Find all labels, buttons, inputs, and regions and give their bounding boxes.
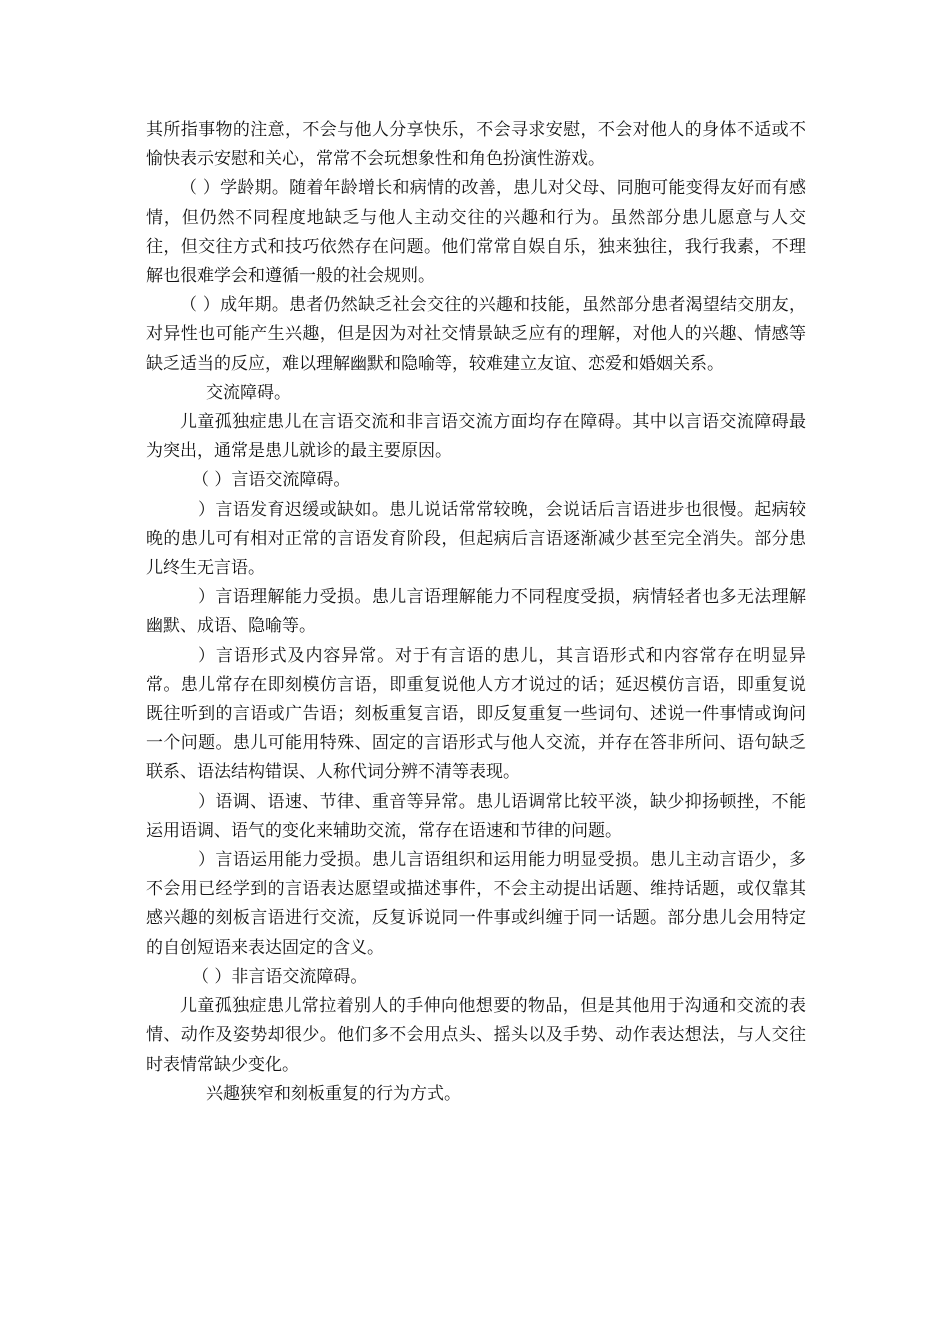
paragraph-form-content: ）言语形式及内容异常。对于有言语的患儿，其言语形式和内容常存在明显异常。患儿常存在即刻模仿言语，即重复说他人方才说过的话；延迟模仿言语，即重复说既往听到的言语或广告语；刻板重复言语，即反复重复一些词句、述说一件事情或询问一个问题。患儿可能用特殊、固定的言语形式与他人交流，并存在答非所问、语句缺乏联系、语法结构错误、人称代词分辨不清等表现。 (146, 645, 806, 783)
heading-restricted-interests: 兴趣狭窄和刻板重复的行为方式。 (206, 1083, 461, 1104)
document-body (146, 116, 806, 1109)
paragraph-nonverbal: 儿童孤独症患儿常拉着别人的手伸向他想要的物品，但是其他用于沟通和交流的表情、动作及姿势却很少。他们多不会用点头、摇头以及手势、动作表达想法，与人交往时表情常缺少变化。 (146, 996, 806, 1075)
paragraph-language-delay: ）言语发育迟缓或缺如。患儿说话常常较晚，会说话后言语进步也很慢。起病较晚的患儿可有相对正常的言语发育阶段，但起病后言语逐渐减少甚至完全消失。部分患儿终生无言语。 (146, 499, 806, 579)
heading-communication-disorder: 交流障碍。 (206, 382, 291, 403)
paragraph-intonation: ）语调、语速、节律、重音等异常。患儿语调常比较平淡，缺少抑扬顿挫，不能运用语调、语气的变化来辅助交流，常存在语速和节律的问题。 (146, 791, 806, 841)
paragraph-language-use: ）言语运用能力受损。患儿言语组织和运用能力明显受损。患儿主动言语少，多不会用已经学到的言语表达愿望或描述事件，不会主动提出话题、维持话题，或仅靠其感兴趣的刻板言语进行交流，反复诉说同一件事或纠缠于同一话题。部分患儿会用特定的自创短语来表达固定的含义。 (146, 850, 806, 958)
paragraph-school-age: （ ）学龄期。随着年龄增长和病情的改善，患儿对父母、同胞可能变得友好而有感情，但仍然不同程度地缺乏与他人主动交往的兴趣和行为。虽然部分患儿愿意与人交往，但交往方式和技巧依然存在问题。他们常常自娱自乐，独来独往，我行我素，不理解也很难学会和遵循一般的社会规则。 (146, 178, 806, 287)
paragraph-comprehension: ）言语理解能力受损。患儿言语理解能力不同程度受损，病情轻者也多无法理解幽默、成语、隐喻等。 (146, 587, 806, 637)
heading-nonverbal-communication: （ ）非言语交流障碍。 (192, 966, 368, 987)
heading-verbal-communication: （ ）言语交流障碍。 (192, 470, 351, 491)
paragraph-adulthood: （ ）成年期。患者仍然缺乏社会交往的兴趣和技能，虽然部分患者渴望结交朋友，对异性也可能产生兴趣，但是因为对社交情景缺乏应有的理解，对他人的兴趣、情感等缺乏适当的反应，难以理解幽默和隐喻等，较难建立友谊、恋爱和婚姻关系。 (146, 295, 806, 374)
paragraph-social-continued: 其所指事物的注意，不会与他人分享快乐，不会寻求安慰，不会对他人的身体不适或不愉快表示安慰和关心，常常不会玩想象性和角色扮演性游戏。 (146, 120, 806, 170)
paragraph-communication-intro: 儿童孤独症患儿在言语交流和非言语交流方面均存在障碍。其中以言语交流障碍最为突出，通常是患儿就诊的最主要原因。 (146, 412, 806, 462)
